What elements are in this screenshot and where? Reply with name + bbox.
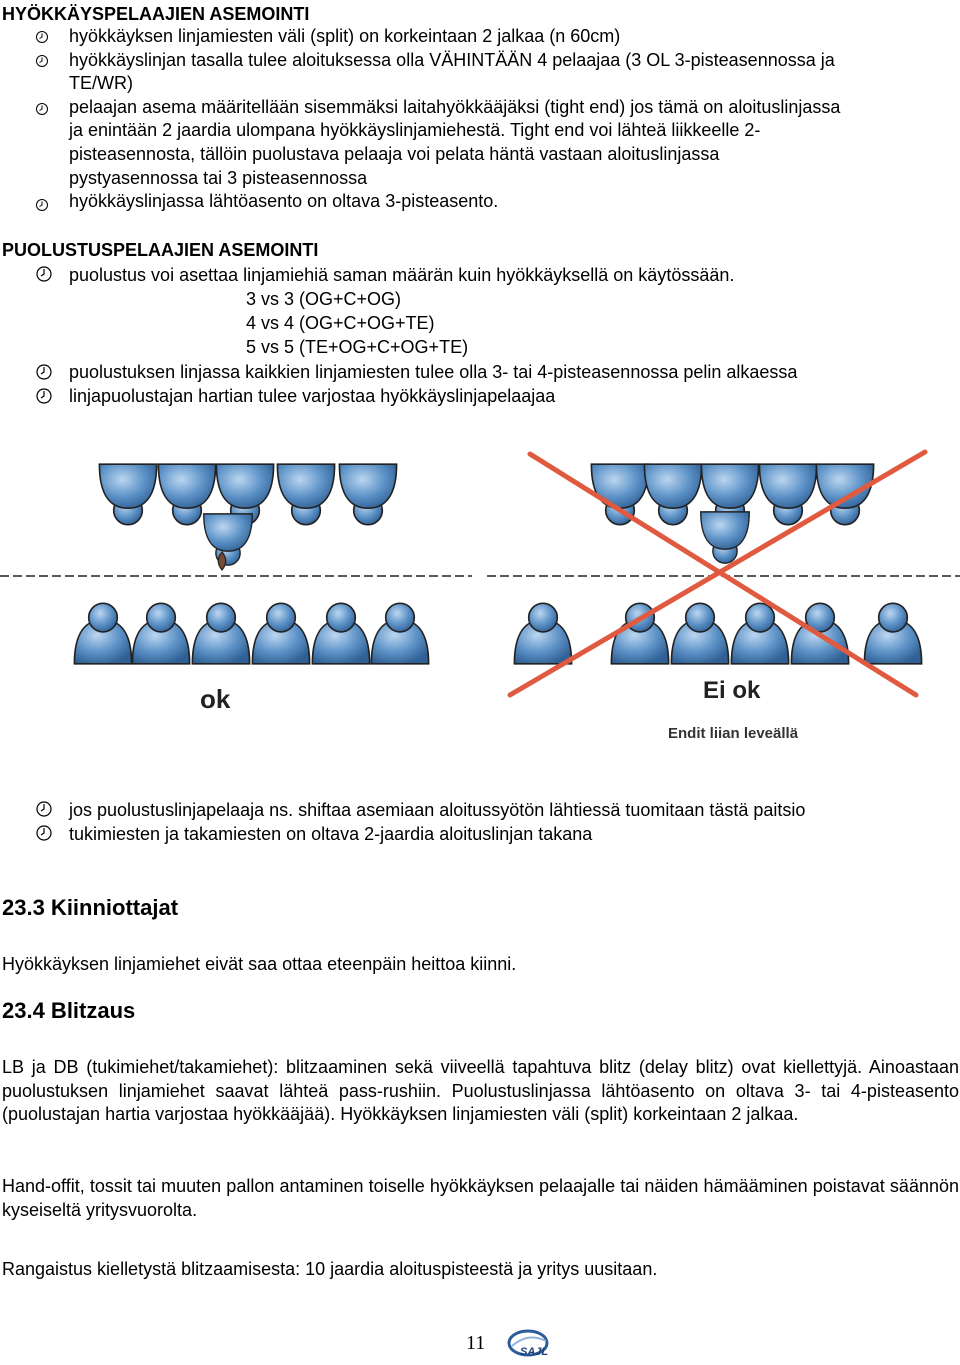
player-icon bbox=[132, 603, 189, 664]
formation-3vs3: 3 vs 3 (OG+C+OG) bbox=[246, 289, 402, 309]
defense-bullet-3: linjapuolustajan hartian tulee varjostaa hyökkäyslinjapelaajaa bbox=[69, 386, 556, 406]
bullet-icons-offense bbox=[34, 28, 54, 228]
formation-4vs4: 4 vs 4 (OG+C+OG+TE) bbox=[246, 313, 435, 333]
player-icon bbox=[644, 464, 701, 525]
offense-heading: HYÖKKÄYSPELAAJIEN ASEMOINTI bbox=[2, 4, 310, 24]
offense-bullet-list bbox=[69, 25, 840, 214]
player-icon bbox=[816, 464, 873, 525]
player-icon bbox=[371, 603, 428, 664]
clock-bullet-icon bbox=[37, 389, 51, 403]
section-23-3-heading: 23.3 Kiinniottajat bbox=[2, 895, 179, 920]
right-defense-players bbox=[591, 464, 873, 563]
section-23-4-paragraph-2: Hand-offit, tossit tai muuten pallon antaminen toiselle hyökkäyksen pelaajalle tai näiden hämääminen poistavat säännön kyseiseltä yritysvuorolta. bbox=[2, 1176, 959, 1220]
shift-bullet-1: jos puolustuslinjapelaaja ns. shiftaa asemiaan aloitussyötön lähtiessä tuomitaan tästä paitsio bbox=[69, 800, 806, 820]
section-23-4-paragraph-3: Rangaistus kielletystä blitzaamisesta: 10 jaardia aloituspisteestä ja yritys uusitaan. bbox=[2, 1259, 658, 1279]
clock-bullet-icon bbox=[37, 200, 48, 211]
svg-text:SAJL: SAJL bbox=[520, 1346, 549, 1358]
page-number: 11 bbox=[466, 1332, 486, 1354]
bullet-icons-shift bbox=[35, 799, 57, 849]
list-item: TE/WR) bbox=[69, 73, 133, 94]
clock-bullet-icon bbox=[37, 104, 48, 115]
left-offense-players bbox=[74, 603, 428, 664]
formation-figure bbox=[0, 440, 960, 760]
clock-bullet-icon bbox=[37, 365, 51, 379]
bullet-icons-defense bbox=[35, 264, 57, 414]
formation-5vs5: 5 vs 5 (TE+OG+C+OG+TE) bbox=[246, 337, 469, 357]
ok-label: ok bbox=[200, 684, 231, 714]
section-23-3-text: Hyökkäyksen linjamiehet eivät saa ottaa eteenpäin heittoa kiinni. bbox=[2, 954, 517, 974]
section-23-4-heading: 23.4 Blitzaus bbox=[2, 998, 136, 1023]
player-icon bbox=[611, 603, 668, 664]
left-defense-players bbox=[99, 464, 396, 565]
section-23-4-paragraph-1: LB ja DB (tukimiehet/takamiehet): blitzaaminen sekä viiveellä tapahtuva blitz (delay blitz) ovat kiellettyjä. Ainoastaan puolustuksen linjamiehet saavat lähteä pass-rushiin. Puolustuslinjassa lähtöasento on oltava 3- tai 4-pisteasento (puolustajan hartia varjostaa hyökkääjää). Hyökkäyksen linjamiesten väli (split) korkeintaan 2 jalkaa. bbox=[2, 1057, 959, 1125]
defense-bullet-2: puolustuksen linjassa kaikkien linjamiesten tulee olla 3- tai 4-pisteasennossa pelin alkaessa bbox=[69, 362, 798, 382]
player-icon bbox=[312, 603, 369, 664]
player-icon bbox=[759, 464, 816, 525]
list-item: hyökkäyslinjassa lähtöasento on oltava 3-pisteasento. bbox=[69, 191, 499, 212]
list-item: ja enintään 2 jaardia ulompana hyökkäyslinjamiehestä. Tight end voi lähteä liikkeelle 2- bbox=[69, 120, 761, 141]
shift-bullet-2: tukimiesten ja takamiesten on oltava 2-jaardia aloituslinjan takana bbox=[69, 824, 593, 844]
player-icon bbox=[204, 514, 253, 565]
player-icon bbox=[277, 464, 334, 525]
player-icon bbox=[514, 603, 571, 664]
player-icon bbox=[99, 464, 156, 525]
clock-bullet-icon bbox=[37, 56, 48, 67]
clock-bullet-icon bbox=[37, 826, 51, 840]
player-icon bbox=[701, 512, 750, 563]
clock-bullet-icon bbox=[37, 802, 51, 816]
clock-bullet-icon bbox=[37, 267, 51, 281]
player-icon bbox=[74, 603, 131, 664]
list-item: hyökkäyksen linjamiesten väli (split) on korkeintaan 2 jalkaa (n 60cm) bbox=[69, 26, 621, 46]
defense-heading: PUOLUSTUSPELAAJIEN ASEMOINTI bbox=[2, 240, 319, 260]
list-item: pystyasennossa tai 3 pisteasennossa bbox=[69, 167, 368, 188]
player-icon bbox=[339, 464, 396, 525]
list-item: hyökkäyslinjan tasalla tulee aloituksessa olla VÄHINTÄÄN 4 pelaajaa (3 OL 3-pisteasennossa ja bbox=[69, 49, 835, 70]
ends-too-wide-caption: Endit liian leveällä bbox=[668, 725, 799, 742]
not-ok-label: Ei ok bbox=[703, 677, 761, 704]
player-icon bbox=[671, 603, 728, 664]
player-icon bbox=[252, 603, 309, 664]
sajl-logo bbox=[506, 1328, 554, 1362]
player-icon bbox=[591, 464, 648, 525]
player-icon bbox=[864, 603, 921, 664]
clock-bullet-icon bbox=[37, 32, 48, 43]
defense-bullet-1: puolustus voi asettaa linjamiehiä saman määrän kuin hyökkäyksellä on käytössään. bbox=[69, 265, 735, 285]
list-item: pisteasennosta, tällöin puolustava pelaaja voi pelata häntä vastaan aloituslinjassa bbox=[69, 143, 720, 164]
player-icon bbox=[192, 603, 249, 664]
list-item: pelaajan asema määritellään sisemmäksi laitahyökkääjäksi (tight end) jos tämä on aloituslinjassa bbox=[69, 96, 841, 117]
